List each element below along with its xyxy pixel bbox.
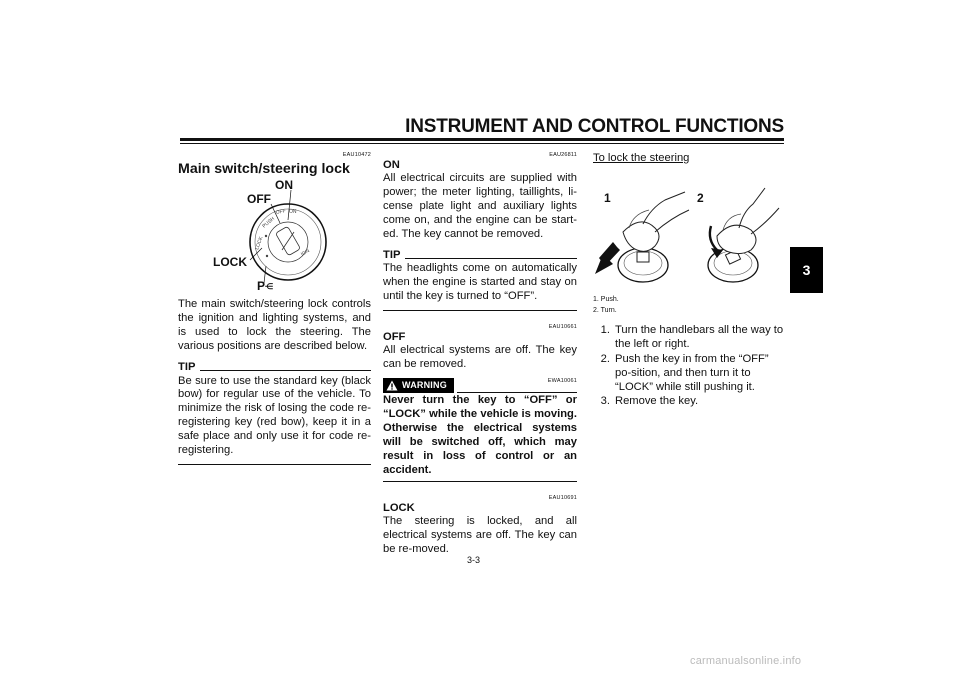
tip-text: The headlights come on automatically when the engine is started and stay on until the key is turned to “OFF”. (383, 262, 577, 303)
svg-text:LOCK: LOCK (254, 235, 265, 251)
off-section-code: EAU10661 (548, 324, 577, 331)
step-number: 3. (600, 395, 610, 408)
svg-text:IGN: IGN (300, 248, 311, 258)
step-text: Remove the key. (615, 395, 699, 408)
tip-label: TIP (383, 248, 401, 261)
warning-label: WARNING (402, 379, 447, 390)
on-section-code: EAU26811 (549, 152, 577, 158)
tip-rule (200, 370, 371, 371)
steering-lock-title: To lock the steering (593, 152, 690, 164)
steering-lock-steps (593, 324, 785, 409)
caption-push: 1. Push. (593, 295, 619, 303)
page-number: 3-3 (467, 555, 481, 565)
off-paragraph: All electrical systems are off. The key can be removed. (383, 344, 577, 371)
tip-box-1 (178, 361, 371, 465)
figure-label-off: OFF (247, 192, 271, 206)
column-2 (383, 152, 577, 557)
section-title: Main switch/steering lock (178, 161, 350, 177)
tip-rule (405, 258, 577, 259)
header-rule-thin (180, 143, 784, 144)
step-item (593, 395, 785, 409)
steering-lock-figure (593, 170, 785, 292)
tip-box-2 (383, 249, 577, 312)
step-number: 2. (600, 352, 610, 365)
page-header-title: INSTRUMENT AND CONTROL FUNCTIONS (405, 116, 784, 137)
figure-number-1: 1 (604, 190, 611, 205)
figure-label-p (257, 280, 273, 294)
lock-paragraph: The steering is locked, and all electrical systems are off. The key can be re-moved. (383, 514, 577, 555)
figure-number-2: 2 (697, 190, 704, 205)
key-switch-illustration (178, 180, 371, 298)
push-turn-illustration (593, 170, 785, 292)
caption-turn: 2. Turn. (593, 306, 617, 314)
warning-badge (383, 378, 454, 393)
figure-label-p-text: P (257, 279, 266, 293)
warning-code: EWA10061 (547, 377, 577, 384)
on-heading: ON (383, 159, 400, 171)
lock-heading: LOCK (383, 501, 415, 514)
figure-label-on: ON (275, 178, 293, 192)
header-rule (180, 138, 784, 141)
off-heading: OFF (383, 331, 406, 344)
column-1 (178, 152, 371, 465)
svg-text:OFF: OFF (275, 208, 287, 216)
figure-label-lock: LOCK (213, 255, 247, 269)
step-number: 1. (600, 323, 610, 336)
warning-triangle-icon (386, 380, 398, 391)
lock-section-code: EAU10691 (548, 494, 577, 501)
step-item (593, 324, 785, 352)
chapter-tab: 3 (790, 247, 823, 293)
step-text: Push the key in from the “OFF” po-sition, and then turn it to “LOCK” while still pushing it. (615, 352, 769, 393)
section-code: EAU10472 (342, 152, 371, 158)
tip-heading (383, 249, 577, 263)
on-paragraph: All electrical circuits are supplied with power; the meter lighting, taillights, li-cense plate light and auxiliary lights come on, and the engine can be start-ed. The key cannot be removed. (383, 172, 577, 240)
tip-label: TIP (178, 360, 196, 373)
warning-text: Never turn the key to “OFF” or “LOCK” while the vehicle is moving. Otherwise the electrical systems will be switched off, which may result in loss of control or an accident. (383, 393, 577, 482)
column-3 (593, 152, 785, 410)
intro-paragraph: The main switch/steering lock controls the ignition and lighting systems, and is used to lock the steering. The various positions are described below. (178, 298, 371, 352)
tip-heading (178, 361, 371, 375)
svg-text:PUSH: PUSH (261, 215, 276, 230)
figure-captions (593, 294, 785, 316)
main-switch-figure (178, 180, 371, 298)
step-item (593, 353, 785, 395)
tip-text: Be sure to use the standard key (black bow) for regular use of the vehicle. To minimize the risk of losing the code re-registering key (red bow), keep it in a safe place and only use it for code re-registering. (178, 374, 371, 457)
watermark: carmanualsonline.info (690, 655, 802, 667)
step-text: Turn the handlebars all the way to the left or right. (615, 323, 784, 350)
turn-illustration (708, 188, 779, 282)
svg-text:ON: ON (289, 209, 297, 215)
parking-light-icon: ⋲ (265, 282, 274, 291)
